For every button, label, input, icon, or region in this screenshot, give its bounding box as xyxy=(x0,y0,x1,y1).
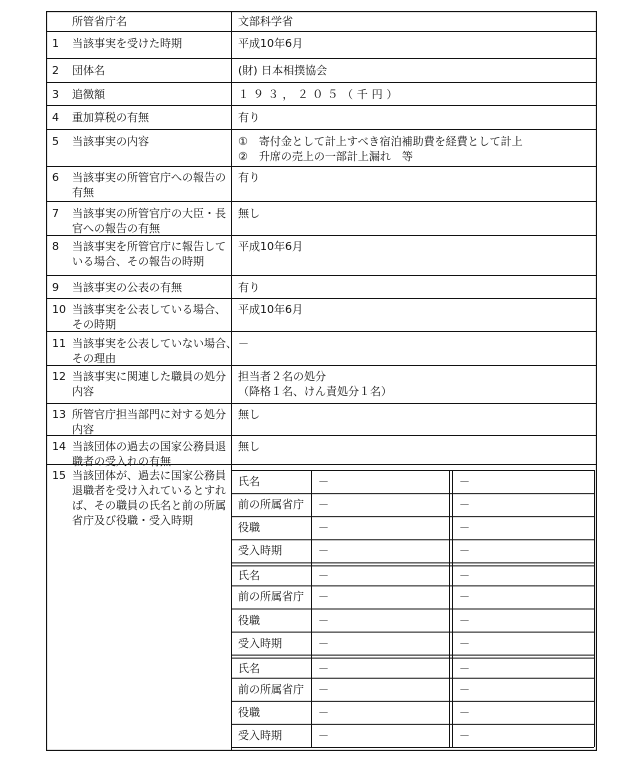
subtable-value: － xyxy=(318,613,329,627)
row-value: 無し xyxy=(238,207,260,220)
row-label: 有無 xyxy=(72,186,94,199)
row-value: （降格１名、けん責処分１名） xyxy=(238,385,392,398)
subtable-value: － xyxy=(459,705,470,719)
row-number: 8 xyxy=(52,240,59,253)
subtable-field-label: 氏名 xyxy=(238,661,260,675)
row-label: 内容 xyxy=(72,385,94,398)
row-value: (財) 日本相撲協会 xyxy=(238,64,328,77)
row-value: － xyxy=(238,337,249,350)
row-number: 14 xyxy=(52,440,66,453)
row-value: 平成10年6月 xyxy=(238,37,303,50)
row-value: 有り xyxy=(238,111,260,124)
subtable-value: － xyxy=(459,682,470,696)
row-label: 追徴額 xyxy=(72,88,105,101)
row-label: 団体名 xyxy=(72,64,105,77)
row-value: 平成10年6月 xyxy=(238,303,303,316)
row-label: 当該事実を受けた時期 xyxy=(72,37,182,50)
row-label: 職者の受入れの有無 xyxy=(72,455,171,468)
subtable-field-label: 役職 xyxy=(238,521,260,535)
row-label: 当該事実を公表している場合、 xyxy=(72,303,226,316)
subtable-value: － xyxy=(459,590,470,604)
row-label: 当該事実に関連した職員の処分 xyxy=(72,370,226,383)
subtable-field-label: 役職 xyxy=(238,705,260,719)
row-value: 有り xyxy=(238,281,260,294)
subtable-value: － xyxy=(459,475,470,489)
row-value: ① 寄付金として計上すべき宿泊補助費を経費として計上 xyxy=(238,135,523,148)
row-number: 3 xyxy=(52,88,59,101)
subtable-field-label: 氏名 xyxy=(238,569,260,583)
row-label: 当該事実の所管官庁の大臣・長 xyxy=(72,207,226,220)
row-label: 当該事実の公表の有無 xyxy=(72,281,182,294)
row-label: 当該団体が、過去に国家公務員 xyxy=(72,469,226,482)
subtable-value: － xyxy=(318,705,329,719)
row-number: 1 xyxy=(52,37,59,50)
subtable-value: － xyxy=(318,498,329,512)
row-label: 内容 xyxy=(72,423,94,436)
row-number: 12 xyxy=(52,370,66,383)
subtable-value: － xyxy=(459,498,470,512)
subtable-field-label: 役職 xyxy=(238,613,260,627)
subtable-value: － xyxy=(459,569,470,583)
row-number: 15 xyxy=(52,469,66,482)
row-number: 2 xyxy=(52,64,59,77)
row-label: 当該事実を所管官庁に報告して xyxy=(72,240,226,253)
header-value: 文部科学省 xyxy=(238,15,293,28)
row-label: その時期 xyxy=(72,318,116,331)
subtable-value: － xyxy=(459,544,470,558)
subtable-value: － xyxy=(318,682,329,696)
subtable-value: － xyxy=(318,475,329,489)
row-number: 11 xyxy=(52,337,66,350)
subtable-value: － xyxy=(318,728,329,742)
row-label: ば、その職員の氏名と前の所属 xyxy=(72,499,226,512)
row-label: 当該団体の過去の国家公務員退 xyxy=(72,440,226,453)
subtable-value: － xyxy=(318,544,329,558)
subtable-value: － xyxy=(318,636,329,650)
subtable-value: － xyxy=(318,590,329,604)
row-value: 無し xyxy=(238,408,260,421)
subtable-value: － xyxy=(318,521,329,535)
row-label: 重加算税の有無 xyxy=(72,111,149,124)
subtable-field-label: 受入時期 xyxy=(238,728,282,742)
disclosure-table xyxy=(46,11,597,751)
subtable-field-label: 前の所属省庁 xyxy=(238,682,304,696)
subtable-value: － xyxy=(459,661,470,675)
row-label: いる場合、その報告の時期 xyxy=(72,255,204,268)
row-label: 当該事実の内容 xyxy=(72,135,149,148)
row-number: 6 xyxy=(52,171,59,184)
row-value: 有り xyxy=(238,171,260,184)
row-number: 9 xyxy=(52,281,59,294)
row-label: 官への報告の有無 xyxy=(72,222,160,235)
row-number: 5 xyxy=(52,135,59,148)
row-value: 平成10年6月 xyxy=(238,240,303,253)
row-label: その理由 xyxy=(72,352,116,365)
subtable-value: － xyxy=(459,613,470,627)
subtable-value: － xyxy=(459,728,470,742)
subtable-field-label: 氏名 xyxy=(238,475,260,489)
row-value: １９３，２０５（千円） xyxy=(238,88,402,101)
subtable-field-label: 前の所属省庁 xyxy=(238,498,304,512)
row-number: 7 xyxy=(52,207,59,220)
row-label: 当該事実の所管官庁への報告の xyxy=(72,171,226,184)
row-value: ② 升席の売上の一部計上漏れ 等 xyxy=(238,150,413,163)
row-label: 当該事実を公表していない場合、 xyxy=(72,337,237,350)
subtable-value: － xyxy=(459,636,470,650)
row-number: 4 xyxy=(52,111,59,124)
subtable-value: － xyxy=(459,521,470,535)
row-label: 省庁及び役職・受入時期 xyxy=(72,514,193,527)
subtable-field-label: 受入時期 xyxy=(238,544,282,558)
row-value: 無し xyxy=(238,440,260,453)
subtable-value: － xyxy=(318,661,329,675)
row-label: 退職者を受け入れているとすれ xyxy=(72,484,226,497)
subtable-field-label: 前の所属省庁 xyxy=(238,590,304,604)
subtable-value: － xyxy=(318,569,329,583)
row-number: 13 xyxy=(52,408,66,421)
row-value: 担当者２名の処分 xyxy=(238,370,326,383)
row-label: 所管官庁担当部門に対する処分 xyxy=(72,408,226,421)
row-number: 10 xyxy=(52,303,66,316)
header-label: 所管省庁名 xyxy=(72,15,127,28)
subtable-field-label: 受入時期 xyxy=(238,636,282,650)
